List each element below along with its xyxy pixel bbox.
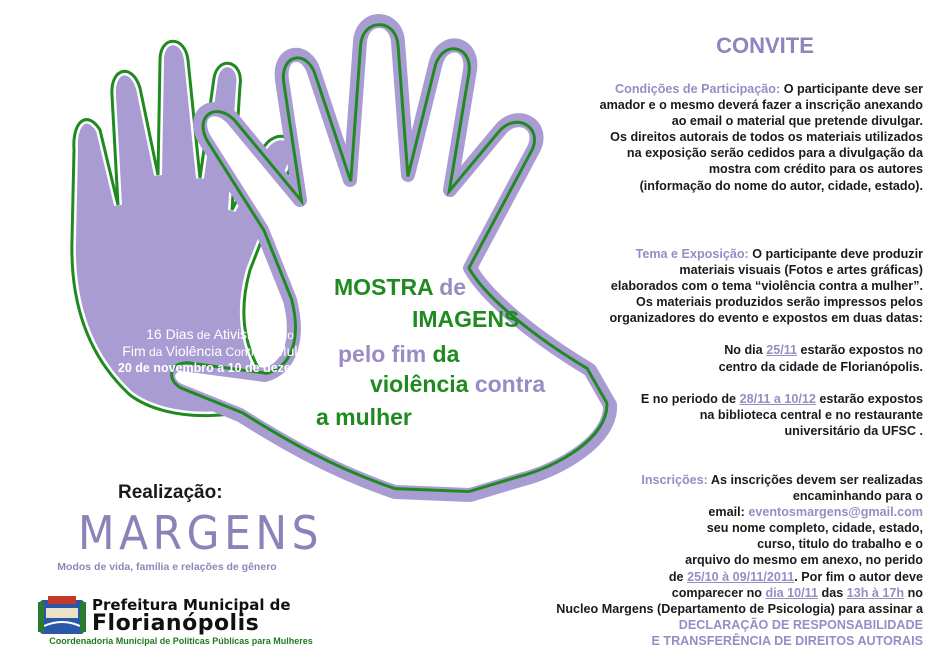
realizacao-heading: Realização: — [118, 482, 223, 503]
margens-tagline: Modos de vida, família e relações de gênero — [57, 561, 277, 573]
prefeitura-line-1: Prefeitura Municipal de — [92, 596, 291, 614]
campaign-dates: 20 de novembro a 10 de dezembro — [117, 361, 323, 375]
coat-of-arms-icon — [38, 596, 86, 634]
campaign-line-2: Fim da Violência Contra a Mulher — [122, 343, 318, 359]
prefeitura-line-2: Florianópolis — [92, 611, 260, 636]
title-line-1: MOSTRA de — [334, 274, 467, 300]
condicoes-block: Condições de Participação: O participante deve ser amador e o mesmo deverá fazer a inscrição anexando ao email o material que pretende divulgar. Os direitos autorais de todos os materiais utilizados na exposição serão cedidos para a divulgação da mostra com crédito para os autores (informação do nome do autor, cidade, estado). — [599, 82, 923, 193]
margens-logo: MARGENS — [78, 506, 324, 560]
title-line-4: violência contra — [370, 371, 546, 397]
title-line-2: IMAGENS — [412, 306, 520, 332]
title-line-5: a mulher — [316, 404, 412, 430]
convite-heading: CONVITE — [716, 33, 814, 58]
tema-block: Tema e Exposição: O participante deve produzir materiais visuais (Fotos e artes gráficas) elaborados com o tema “violência contra a mulher”. Os materiais produzidos serão impressos pelos organizadores do evento e expostos em duas datas: No dia 25/11 estarão expostos no centro da cidade de Florianópolis. E no periodo de 28/11 a 10/12 estarão expostos na biblioteca central e no restaurante universitário da UFSC . — [609, 247, 923, 438]
coordenadoria-line: Coordenadoria Municipal de Politicas Públicas para Mulheres — [49, 636, 313, 646]
inscricoes-block: Inscrições: As inscrições devem ser realizadas encaminhando para o email: eventosmargens@gmail.com seu nome completo, cidade, estado, curso, titulo do trabalho e o arquivo do mesmo em anexo, no perido de 25/10 à 09/11/2011. Por fim o autor deve comparecer no dia 10/11 das 13h à 17h no Nucleo Margens (Departamento de Psicologia) para assinar a DECLARAÇÃO DE RESPONSABILIDADE E TRANSFERÊNCIA DE DIREITOS AUTORAIS — [556, 473, 923, 648]
title-line-3: pelo fim da — [338, 341, 460, 367]
email-link[interactable]: eventosmargens@gmail.com — [748, 505, 923, 520]
campaign-line-1: 16 Dias de Ativismo Pelo — [146, 326, 294, 342]
